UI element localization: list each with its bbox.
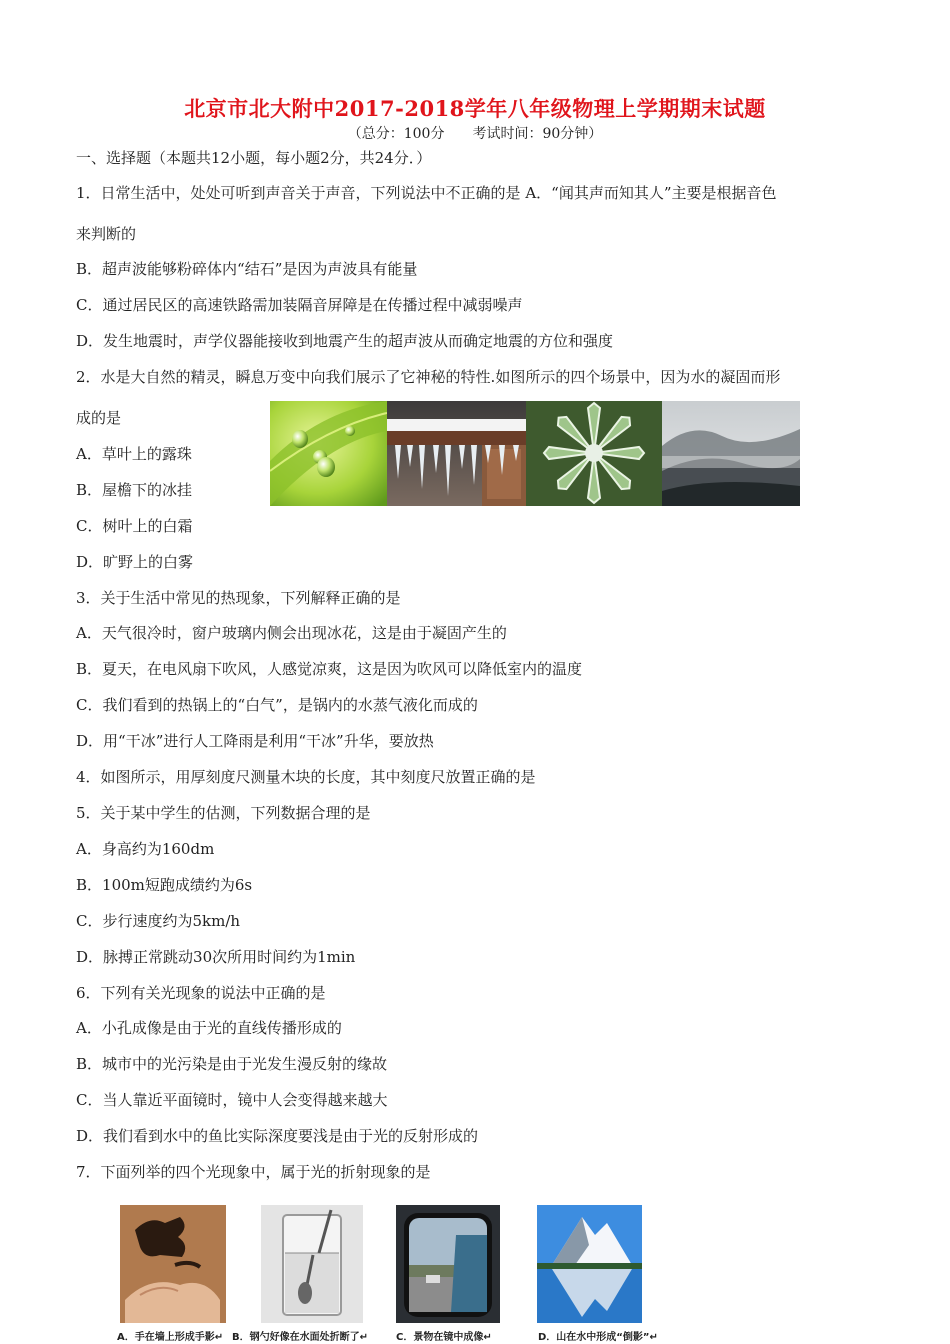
question-5-option-d: D．脉搏正常跳动30次所用时间约为1min (76, 948, 356, 966)
section-heading: 一、选择题（本题共12小题，每小题2分，共24分．） (76, 149, 432, 167)
question-2-stem: 2．水是大自然的精灵，瞬息万变中向我们展示了它神秘的特性.如图所示的四个场景中，因为水的凝固而形 (76, 368, 781, 386)
question-3-stem: 3．关于生活中常见的热现象，下列解释正确的是 (76, 589, 401, 607)
question-1-option-b: B．超声波能够粉碎体内“结石”是因为声波具有能量 (76, 260, 418, 278)
question-3-option-a: A．天气很冷时，窗户玻璃内侧会出现冰花，这是由于凝固产生的 (76, 624, 507, 642)
page-title: 北京市北大附中2017-2018学年八年级物理上学期期末试题 (184, 96, 766, 121)
question-2-option-d: D．旷野上的白雾 (76, 553, 194, 571)
question-3-option-c: C．我们看到的热锅上的“白气”，是锅内的水蒸气液化而成的 (76, 696, 478, 714)
question-6-option-c: C．当人靠近平面镜时，镜中人会变得越来越大 (76, 1091, 388, 1109)
question-5-option-c: C．步行速度约为5km/h (76, 912, 241, 930)
frost-leaf-photo (526, 401, 662, 506)
question-1-option-d: D．发生地震时，声学仪器能接收到地震产生的超声波从而确定地震的方位和强度 (76, 332, 614, 350)
car-mirror-photo (396, 1205, 500, 1323)
question-7-caption-d: D．山在水中形成“倒影”↵ (538, 1332, 658, 1343)
hand-shadow-photo (120, 1205, 226, 1323)
question-7-caption-c: C．景物在镜中成像↵ (396, 1332, 492, 1343)
question-7-stem: 7．下面列举的四个光现象中，属于光的折射现象的是 (76, 1163, 431, 1181)
question-4-stem: 4．如图所示，用厚刻度尺测量木块的长度，其中刻度尺放置正确的是 (76, 768, 536, 786)
question-3-option-b: B．夏天，在电风扇下吹风，人感觉凉爽，这是因为吹风可以降低室内的温度 (76, 660, 583, 678)
question-6-option-d: D．我们看到水中的鱼比实际深度要浅是由于光的反射形成的 (76, 1127, 479, 1145)
question-2-stem-cont: 成的是 (76, 409, 122, 427)
question-6-stem: 6．下列有关光现象的说法中正确的是 (76, 984, 326, 1002)
question-7-caption-b: B．钢勺好像在水面处折断了↵ (232, 1332, 369, 1343)
dew-drops-photo (270, 401, 387, 506)
question-2-image-strip (270, 401, 800, 506)
question-6-option-a: A．小孔成像是由于光的直线传播形成的 (76, 1019, 342, 1037)
question-7-caption-a: A．手在墙上形成手影↵ (117, 1332, 224, 1343)
question-5-option-b: B．100m短跑成绩约为6s (76, 876, 253, 894)
question-2-option-a: A．草叶上的露珠 (76, 445, 192, 463)
mountain-reflection-photo (537, 1205, 642, 1323)
fog-landscape-photo (662, 401, 800, 506)
question-6-option-b: B．城市中的光污染是由于光发生漫反射的缘故 (76, 1055, 388, 1073)
icicles-photo (387, 401, 526, 506)
question-2-option-c: C．树叶上的白霜 (76, 517, 193, 535)
question-1-stem-cont: 来判断的 (76, 225, 137, 243)
exam-info: （总分：100分 考试时间：90分钟） (347, 126, 603, 142)
question-3-option-d: D．用“干冰”进行人工降雨是利用“干冰”升华，要放热 (76, 732, 434, 750)
question-1-option-c: C．通过居民区的高速铁路需加装隔音屏障是在传播过程中减弱噪声 (76, 296, 523, 314)
question-2-option-b: B．屋檐下的冰挂 (76, 481, 193, 499)
question-1-stem: 1．日常生活中，处处可听到声音关于声音，下列说法中不正确的是 A．“闻其声而知其人”主要是根据音色 (76, 184, 777, 202)
question-5-option-a: A．身高约为160dm (76, 840, 215, 858)
question-5-stem: 5．关于某中学生的估测，下列数据合理的是 (76, 804, 371, 822)
spoon-in-glass-photo (261, 1205, 363, 1323)
